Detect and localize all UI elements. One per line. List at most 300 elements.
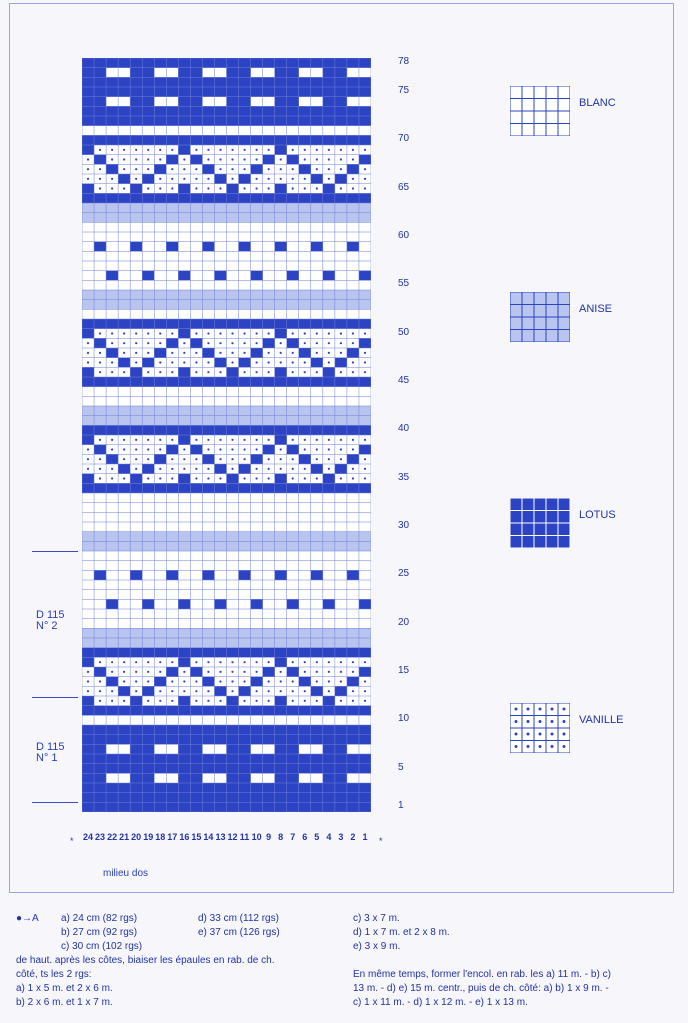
lotus-stitch	[214, 174, 226, 184]
vanille-dot	[280, 671, 282, 673]
lotus-stitch	[94, 242, 106, 252]
vanille-dot	[195, 661, 197, 663]
vanille-dot	[99, 371, 101, 373]
column-number: 13	[215, 832, 226, 842]
vanille-dot	[292, 178, 294, 180]
vanille-dot	[195, 477, 197, 479]
vanille-dot	[207, 477, 209, 479]
vanille-dot	[243, 158, 245, 160]
vanille-dot	[268, 439, 270, 441]
vanille-dot	[219, 158, 221, 160]
vanille-dot	[87, 448, 89, 450]
vanille-dot	[316, 168, 318, 170]
vanille-dot	[256, 448, 258, 450]
vanille-dot	[99, 352, 101, 354]
column-number: 10	[251, 832, 262, 842]
lotus-stitch	[275, 329, 287, 339]
lotus-stitch	[106, 164, 118, 174]
vanille-dot	[99, 477, 101, 479]
lotus-stitch	[82, 367, 94, 377]
vanille-dot	[183, 158, 185, 160]
lotus-stitch	[275, 657, 287, 667]
lotus-stitch	[323, 474, 335, 484]
lotus-stitch	[166, 338, 178, 348]
vanille-dot	[292, 458, 294, 460]
vanille-dot	[256, 690, 258, 692]
legend-blanc-label: BLANC	[579, 97, 616, 109]
lotus-stitch	[178, 145, 190, 155]
vanille-dot	[195, 352, 197, 354]
vanille-dot	[364, 149, 366, 151]
vanille-dot	[243, 187, 245, 189]
lotus-stitch	[263, 667, 275, 677]
vanille-dot	[123, 371, 125, 373]
vanille-dot	[87, 361, 89, 363]
vanille-dot	[352, 468, 354, 470]
vanille-dot	[123, 680, 125, 682]
vanille-dot	[135, 352, 137, 354]
vanille-dot	[268, 352, 270, 354]
vanille-dot	[111, 439, 113, 441]
section-line	[32, 551, 78, 552]
vanille-dot	[304, 690, 306, 692]
vanille-dot	[304, 468, 306, 470]
vanille-dot	[268, 477, 270, 479]
vanille-dot	[87, 352, 89, 354]
lotus-stitch	[311, 686, 323, 696]
lotus-stitch	[166, 445, 178, 455]
section-label-line: N° 2	[36, 620, 58, 632]
legend-anise-label: ANISE	[579, 303, 613, 315]
vanille-dot	[280, 352, 282, 354]
lotus-stitch	[130, 367, 142, 377]
vanille-dot	[352, 361, 354, 363]
vanille-dot	[304, 700, 306, 702]
lotus-stitch	[106, 348, 118, 358]
lotus-stitch	[190, 338, 202, 348]
vanille-dot	[352, 178, 354, 180]
lotus-stitch	[227, 184, 239, 194]
swatch-dot	[527, 708, 530, 711]
instruction-line: de haut. après les côtes, biaiser les épaules en rab. de ch.	[16, 955, 275, 966]
vanille-dot	[292, 187, 294, 189]
lotus-stitch	[299, 348, 311, 358]
vanille-dot	[123, 187, 125, 189]
row-number: 40	[398, 423, 410, 435]
vanille-dot	[147, 671, 149, 673]
lotus-stitch	[142, 271, 154, 281]
vanille-dot	[364, 168, 366, 170]
lotus-stitch	[251, 599, 263, 609]
vanille-dot	[231, 178, 233, 180]
vanille-dot	[159, 342, 161, 344]
lotus-stitch	[130, 696, 142, 706]
vanille-dot	[87, 168, 89, 170]
vanille-dot	[316, 458, 318, 460]
neck-instruction: c) 1 x 11 m. - d) 1 x 12 m. - e) 1 x 13 m.	[353, 997, 528, 1008]
star-left: *	[70, 836, 74, 846]
vanille-dot	[280, 361, 282, 363]
vanille-dot	[231, 468, 233, 470]
lotus-stitch	[347, 677, 359, 687]
lotus-stitch	[359, 599, 371, 609]
vanille-dot	[207, 690, 209, 692]
vanille-dot	[159, 149, 161, 151]
lotus-stitch	[251, 348, 263, 358]
vanille-dot	[219, 700, 221, 702]
vanille-dot	[171, 178, 173, 180]
vanille-dot	[328, 149, 330, 151]
vanille-dot	[171, 168, 173, 170]
section-line	[32, 802, 78, 803]
lotus-stitch	[178, 271, 190, 281]
row-number: 50	[398, 326, 410, 338]
vanille-dot	[243, 448, 245, 450]
vanille-dot	[268, 371, 270, 373]
vanille-dot	[364, 371, 366, 373]
vanille-dot	[123, 332, 125, 334]
section-label-line: D 115	[36, 609, 65, 621]
vanille-dot	[304, 342, 306, 344]
vanille-dot	[159, 361, 161, 363]
vanille-dot	[292, 439, 294, 441]
vanille-dot	[352, 342, 354, 344]
vanille-dot	[304, 671, 306, 673]
legend-blanc-swatch	[510, 86, 570, 136]
vanille-dot	[147, 168, 149, 170]
instruction-line: a) 1 x 5 m. et 2 x 6 m.	[16, 983, 113, 994]
lotus-stitch	[178, 329, 190, 339]
vanille-dot	[328, 352, 330, 354]
lotus-stitch	[347, 570, 359, 580]
vanille-dot	[243, 352, 245, 354]
vanille-dot	[292, 661, 294, 663]
vanille-dot	[292, 149, 294, 151]
lotus-stitch	[118, 464, 130, 474]
lotus-stitch	[275, 696, 287, 706]
lotus-stitch	[94, 338, 106, 348]
vanille-dot	[195, 332, 197, 334]
vanille-dot	[364, 178, 366, 180]
vanille-dot	[87, 178, 89, 180]
lotus-stitch	[323, 599, 335, 609]
row-number: 55	[398, 278, 410, 290]
vanille-dot	[123, 671, 125, 673]
vanille-dot	[171, 149, 173, 151]
vanille-dot	[207, 187, 209, 189]
lotus-stitch	[239, 174, 251, 184]
vanille-dot	[352, 187, 354, 189]
column-number: 23	[95, 832, 106, 842]
vanille-dot	[256, 700, 258, 702]
vanille-dot	[364, 458, 366, 460]
lotus-stitch	[275, 184, 287, 194]
vanille-dot	[316, 448, 318, 450]
lotus-stitch	[323, 696, 335, 706]
vanille-dot	[328, 342, 330, 344]
swatch-dot	[551, 720, 554, 723]
vanille-dot	[340, 661, 342, 663]
vanille-dot	[256, 477, 258, 479]
swatch-dot	[551, 745, 554, 748]
vanille-dot	[292, 168, 294, 170]
lotus-stitch	[251, 271, 263, 281]
vanille-dot	[304, 477, 306, 479]
vanille-dot	[231, 439, 233, 441]
lotus-stitch	[118, 358, 130, 368]
vanille-dot	[171, 468, 173, 470]
lotus-stitch	[263, 155, 275, 165]
vanille-dot	[183, 448, 185, 450]
vanille-dot	[159, 158, 161, 160]
swatch-dot	[551, 733, 554, 736]
vanille-dot	[195, 187, 197, 189]
vanille-dot	[268, 332, 270, 334]
vanille-dot	[111, 187, 113, 189]
vanille-dot	[111, 178, 113, 180]
vanille-dot	[352, 661, 354, 663]
vanille-dot	[135, 690, 137, 692]
vanille-dot	[243, 439, 245, 441]
vanille-dot	[304, 439, 306, 441]
vanille-dot	[171, 700, 173, 702]
knitting-chart	[82, 58, 371, 812]
vanille-dot	[135, 448, 137, 450]
vanille-dot	[123, 477, 125, 479]
swatch-dot	[527, 733, 530, 736]
vanille-dot	[99, 680, 101, 682]
lotus-stitch	[299, 454, 311, 464]
vanille-dot	[243, 661, 245, 663]
vanille-dot	[364, 690, 366, 692]
vanille-dot	[340, 371, 342, 373]
vanille-dot	[99, 332, 101, 334]
vanille-dot	[87, 680, 89, 682]
swatch-dot	[527, 720, 530, 723]
vanille-dot	[340, 158, 342, 160]
column-number: 24	[82, 832, 93, 842]
vanille-dot	[159, 332, 161, 334]
vanille-dot	[364, 477, 366, 479]
swatch-dot	[539, 733, 542, 736]
vanille-dot	[219, 680, 221, 682]
vanille-dot	[147, 661, 149, 663]
lotus-stitch	[251, 164, 263, 174]
vanille-dot	[304, 178, 306, 180]
vanille-dot	[123, 149, 125, 151]
lotus-stitch	[106, 271, 118, 281]
vanille-dot	[159, 661, 161, 663]
lotus-stitch	[166, 570, 178, 580]
vanille-dot	[99, 468, 101, 470]
vanille-dot	[135, 168, 137, 170]
vanille-dot	[207, 178, 209, 180]
vanille-dot	[219, 477, 221, 479]
vanille-dot	[183, 690, 185, 692]
vanille-dot	[316, 671, 318, 673]
lotus-stitch	[311, 358, 323, 368]
vanille-dot	[111, 158, 113, 160]
vanille-dot	[159, 477, 161, 479]
lotus-stitch	[335, 174, 347, 184]
lotus-stitch	[154, 348, 166, 358]
lotus-stitch	[94, 570, 106, 580]
vanille-dot	[219, 332, 221, 334]
vanille-dot	[316, 477, 318, 479]
lotus-stitch	[335, 686, 347, 696]
vanille-dot	[183, 468, 185, 470]
column-number: 12	[227, 832, 238, 842]
lotus-stitch	[106, 454, 118, 464]
vanille-dot	[268, 168, 270, 170]
vanille-dot	[340, 477, 342, 479]
vanille-dot	[123, 458, 125, 460]
lotus-stitch	[335, 464, 347, 474]
lotus-stitch	[202, 677, 214, 687]
vanille-dot	[135, 671, 137, 673]
vanille-dot	[352, 477, 354, 479]
instruction-line: b) 2 x 6 m. et 1 x 7 m.	[16, 997, 113, 1008]
vanille-dot	[111, 690, 113, 692]
vanille-dot	[135, 149, 137, 151]
lotus-stitch	[82, 696, 94, 706]
vanille-dot	[280, 342, 282, 344]
vanille-dot	[111, 661, 113, 663]
vanille-dot	[135, 158, 137, 160]
lotus-stitch	[190, 445, 202, 455]
lotus-stitch	[287, 667, 299, 677]
vanille-dot	[292, 352, 294, 354]
lotus-stitch	[251, 454, 263, 464]
lotus-stitch	[142, 358, 154, 368]
row-number: 10	[398, 713, 410, 725]
lotus-stitch	[202, 570, 214, 580]
vanille-dot	[352, 439, 354, 441]
lotus-stitch	[214, 358, 226, 368]
row-number: 78	[398, 56, 410, 67]
vanille-dot	[111, 342, 113, 344]
vanille-dot	[340, 680, 342, 682]
vanille-dot	[219, 342, 221, 344]
vanille-dot	[111, 149, 113, 151]
lotus-stitch	[202, 164, 214, 174]
column-number: 7	[290, 832, 296, 842]
vanille-dot	[183, 458, 185, 460]
lotus-stitch	[214, 599, 226, 609]
vanille-dot	[231, 680, 233, 682]
lotus-stitch	[263, 338, 275, 348]
vanille-dot	[304, 332, 306, 334]
vanille-dot	[231, 458, 233, 460]
lotus-stitch	[202, 242, 214, 252]
vanille-dot	[171, 458, 173, 460]
vanille-dot	[135, 342, 137, 344]
column-number: 20	[131, 832, 142, 842]
vanille-dot	[304, 448, 306, 450]
column-number: 18	[155, 832, 166, 842]
vanille-dot	[316, 700, 318, 702]
vanille-dot	[159, 371, 161, 373]
vanille-dot	[123, 439, 125, 441]
vanille-dot	[292, 477, 294, 479]
lotus-stitch	[275, 367, 287, 377]
vanille-dot	[231, 158, 233, 160]
column-number: 15	[191, 832, 202, 842]
lotus-stitch	[239, 570, 251, 580]
vanille-dot	[219, 352, 221, 354]
vanille-dot	[147, 149, 149, 151]
swatch-dot	[563, 745, 566, 748]
row-number: 15	[398, 665, 410, 676]
vanille-dot	[304, 371, 306, 373]
lotus-stitch	[214, 271, 226, 281]
vanille-dot	[195, 168, 197, 170]
vanille-dot	[147, 439, 149, 441]
vanille-dot	[195, 680, 197, 682]
vanille-dot	[99, 168, 101, 170]
lotus-stitch	[130, 474, 142, 484]
swatch-dot	[515, 733, 518, 736]
lotus-stitch	[142, 174, 154, 184]
vanille-dot	[328, 680, 330, 682]
vanille-dot	[340, 342, 342, 344]
vanille-dot	[256, 439, 258, 441]
vanille-dot	[183, 178, 185, 180]
swatch-dot	[539, 720, 542, 723]
vanille-dot	[352, 158, 354, 160]
vanille-dot	[231, 342, 233, 344]
vanille-dot	[304, 149, 306, 151]
vanille-dot	[111, 371, 113, 373]
vanille-dot	[256, 468, 258, 470]
vanille-dot	[207, 361, 209, 363]
vanille-dot	[256, 158, 258, 160]
swatch-dot	[539, 708, 542, 711]
vanille-dot	[147, 458, 149, 460]
vanille-dot	[99, 661, 101, 663]
vanille-dot	[292, 680, 294, 682]
swatch-dot	[515, 745, 518, 748]
vanille-dot	[352, 700, 354, 702]
legend-vanille-label: VANILLE	[579, 714, 624, 726]
vanille-dot	[280, 448, 282, 450]
vanille-dot	[328, 661, 330, 663]
lotus-stitch	[347, 348, 359, 358]
lotus-stitch	[118, 174, 130, 184]
vanille-dot	[352, 149, 354, 151]
vanille-dot	[364, 332, 366, 334]
vanille-dot	[292, 690, 294, 692]
vanille-dot	[268, 149, 270, 151]
column-numbers	[82, 832, 382, 846]
vanille-dot	[328, 332, 330, 334]
lotus-stitch	[227, 474, 239, 484]
lotus-stitch	[299, 677, 311, 687]
lotus-stitch	[275, 474, 287, 484]
vanille-dot	[304, 361, 306, 363]
vanille-dot	[171, 332, 173, 334]
vanille-dot	[207, 448, 209, 450]
lotus-stitch	[166, 242, 178, 252]
vanille-dot	[171, 187, 173, 189]
lotus-stitch	[359, 271, 371, 281]
vanille-dot	[171, 680, 173, 682]
vanille-dot	[123, 661, 125, 663]
vanille-dot	[243, 477, 245, 479]
vanille-dot	[280, 158, 282, 160]
vanille-dot	[171, 371, 173, 373]
lotus-stitch	[82, 329, 94, 339]
